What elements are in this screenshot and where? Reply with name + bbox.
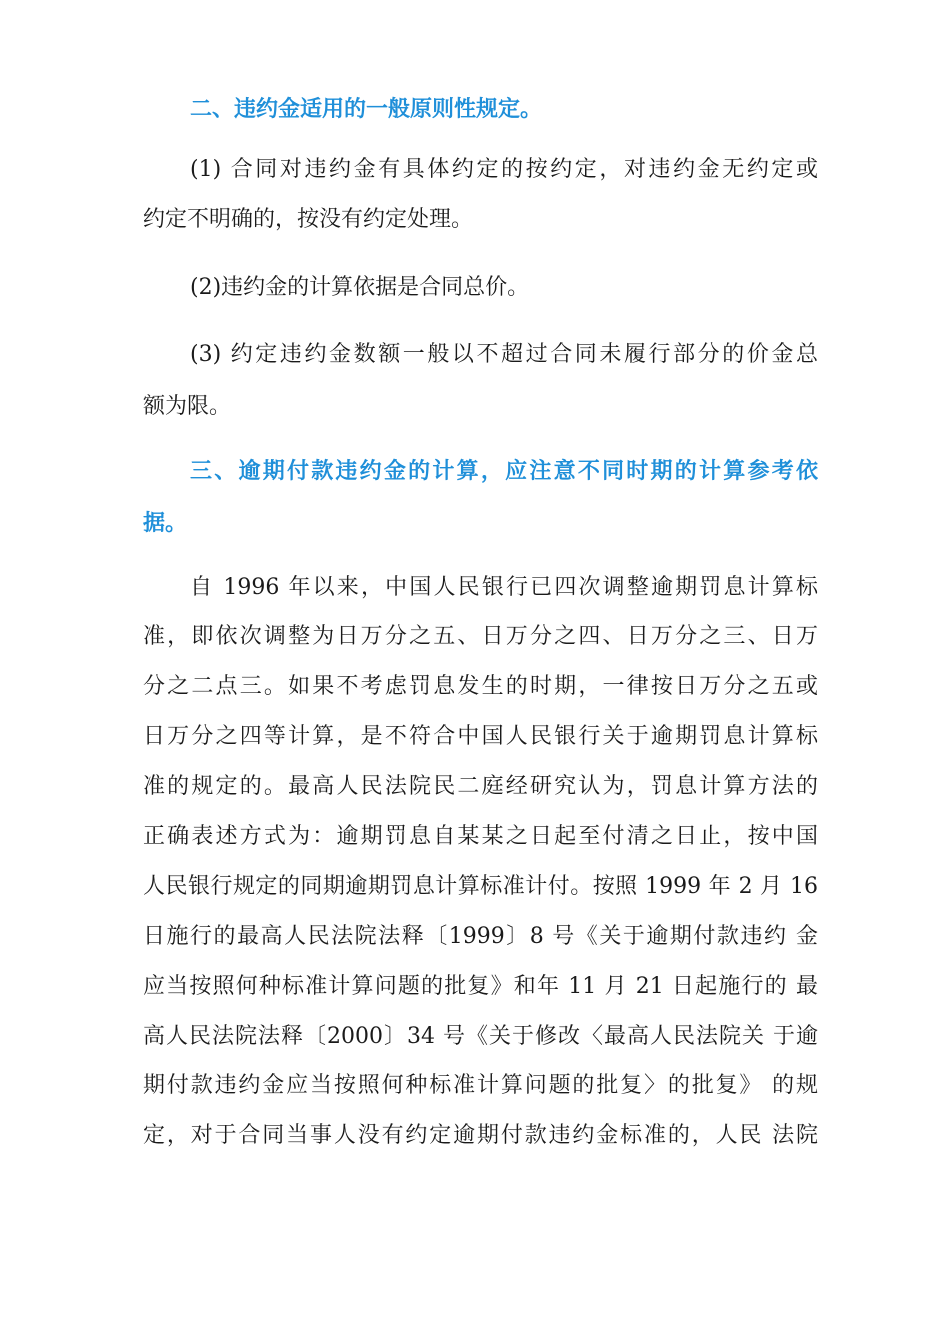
body-line: 人民银行规定的同期逾期罚息计算标准计付。按照 1999 年 2 月 16 [143,874,818,899]
section-heading-2: 二、违约金适用的一般原则性规定。 [190,97,543,122]
paragraph-item-3-line-2: 额为限。 [143,394,232,419]
section-heading-3-line-1: 三、逾期付款违约金的计算，应注意不同时期的计算参考依 [190,459,818,484]
body-line: 期付款违约金应当按照何种标准计算问题的批复〉的批复》 的规 [143,1073,818,1098]
body-line: 高人民法院法释〔2000〕34 号《关于修改〈最高人民法院关 于逾 [143,1024,818,1049]
paragraph-item-1-line-1: (1) 合同对违约金有具体约定的按约定，对违约金无约定或 [190,157,818,182]
paragraph-item-1-line-2: 约定不明确的，按没有约定处理。 [143,207,474,232]
body-line: 准的规定的。最高人民法院民二庭经研究认为，罚息计算方法的 [143,774,818,799]
body-line: 分之二点三。如果不考虑罚息发生的时期，一律按日万分之五或 [143,674,818,699]
body-line: 日万分之四等计算，是不符合中国人民银行关于逾期罚息计算标 [143,724,818,749]
body-line: 准，即依次调整为日万分之五、日万分之四、日万分之三、日万 [143,624,818,649]
body-line: 正确表述方式为：逾期罚息自某某之日起至付清之日止，按中国 [143,824,818,849]
paragraph-item-3-line-1: (3) 约定违约金数额一般以不超过合同未履行部分的价金总 [190,342,818,367]
body-line: 应当按照何种标准计算问题的批复》和年 11 月 21 日起施行的 最 [143,974,818,999]
body-line: 自 1996 年以来，中国人民银行已四次调整逾期罚息计算标 [190,575,818,600]
paragraph-item-2: (2)违约金的计算依据是合同总价。 [190,275,530,300]
body-line: 日施行的最高人民法院法释〔1999〕8 号《关于逾期付款违约 金 [143,924,818,949]
body-line: 定，对于合同当事人没有约定逾期付款违约金标准的，人民 法院 [143,1123,818,1148]
section-heading-3-line-2: 据。 [143,511,188,536]
